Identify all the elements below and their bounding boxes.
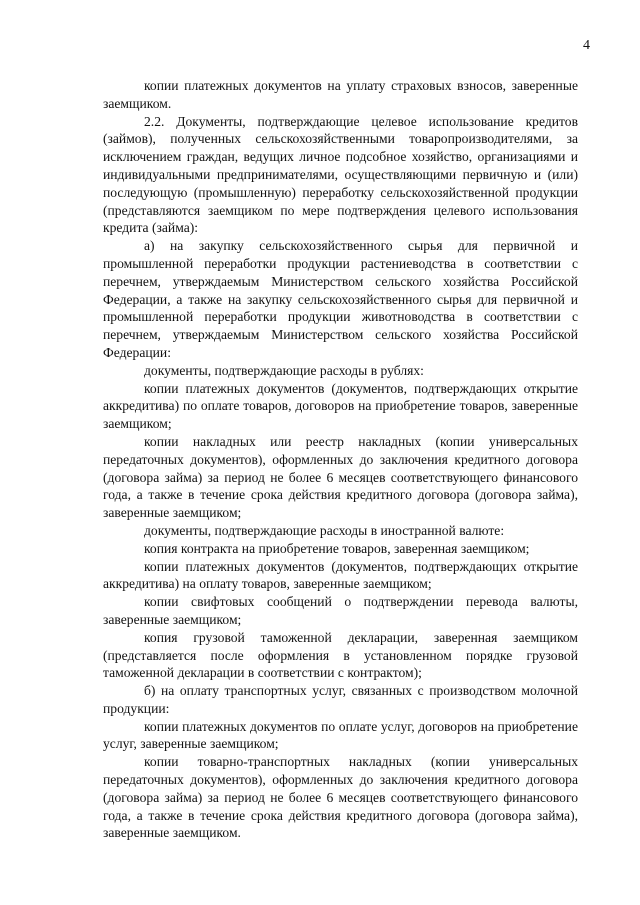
- paragraph: б) на оплату транспортных услуг, связанных с производством молочной продукции:: [103, 683, 578, 716]
- paragraph: а) на закупку сельскохозяйственного сырья для первичной и промышленной переработки продукции растениеводства в соответствии с перечнем, утверждаемым Министерством сельского хозяйства Российской Федерации, а также на закупку сельскохозяйственного сырья для первичной и промышленной переработки продукции животноводства в соответствии с перечнем, утверждаемым Министерством сельского хозяйства Российской Федерации:: [103, 238, 578, 360]
- paragraph: копии накладных или реестр накладных (копии универсальных передаточных документов), оформленных до заключения кредитного договора (договора займа) за период не более 6 месяцев соответствующего финансового года, а также в течение срока действия кредитного договора (договора займа), заверенные заемщиком;: [103, 433, 578, 521]
- paragraph: 2.2. Документы, подтверждающие целевое использование кредитов (займов), полученных сельскохозяйственными товаропроизводителями, за исключением граждан, ведущих личное подсобное хозяйство, организациями и индивидуальными предпринимателями, осуществляющими первичную и (или) последующую (промышленную) переработку сельскохозяйственной продукции (представляются заемщиком по мере подтверждения целевого использования кредита (займа):: [103, 113, 578, 236]
- page-number: 4: [583, 38, 590, 53]
- paragraph: документы, подтверждающие расходы в рублях:: [144, 362, 424, 378]
- paragraph: копия грузовой таможенной декларации, заверенная заемщиком (представляется после оформления в установленном порядке грузовой таможенной декларации в соответствии с контрактом);: [103, 629, 578, 681]
- paragraph: копия контракта на приобретение товаров, заверенная заемщиком;: [144, 540, 530, 556]
- document-body: [103, 77, 578, 842]
- paragraph: документы, подтверждающие расходы в иностранной валюте:: [144, 522, 505, 538]
- paragraph: копии платежных документов по оплате услуг, договоров на приобретение услуг, заверенные заемщиком;: [103, 718, 578, 752]
- paragraph: копии свифтовых сообщений о подтверждении перевода валюты, заверенные заемщиком;: [103, 594, 578, 627]
- paragraph: копии платежных документов (документов, подтверждающих открытие аккредитива) на оплату товаров, заверенные заемщиком;: [103, 558, 578, 592]
- paragraph: копии платежных документов (документов, подтверждающих открытие аккредитива) по оплате товаров, договоров на приобретение товаров, заверенные заемщиком;: [103, 380, 578, 432]
- paragraph: копии платежных документов на уплату страховых взносов, заверенные заемщиком.: [103, 78, 578, 111]
- paragraph: копии товарно-транспортных накладных (копии универсальных передаточных документов), оформленных до заключения кредитного договора (договора займа) за период не более 6 месяцев соответствующего финансового года, а также в течение срока действия кредитного договора (договора займа), заверенные заемщиком.: [103, 754, 578, 841]
